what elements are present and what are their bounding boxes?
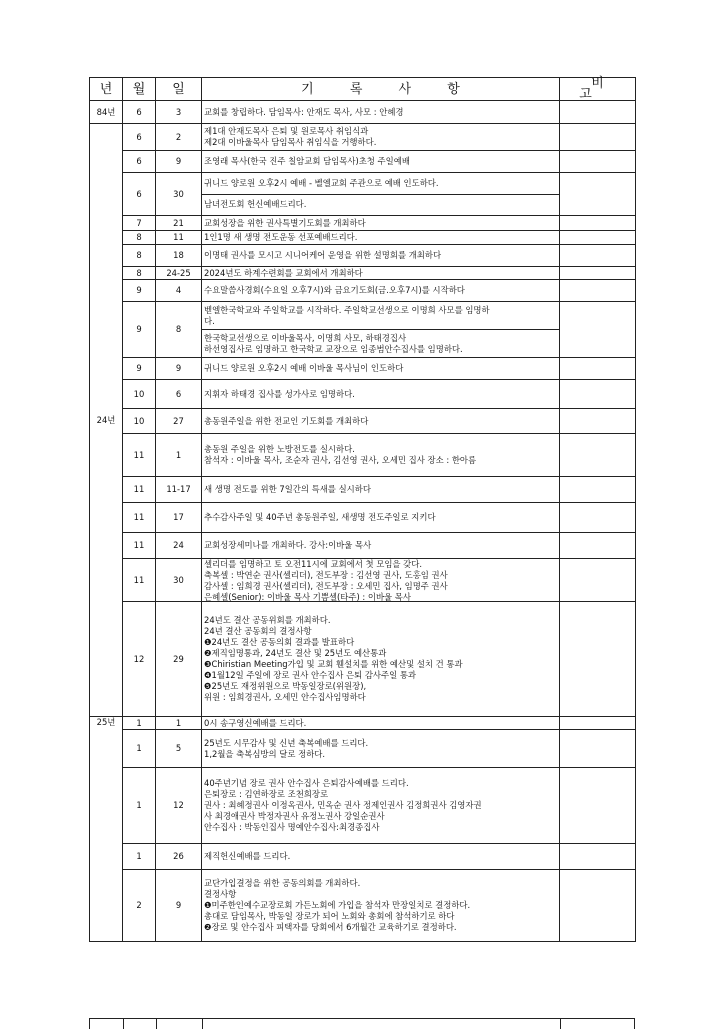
month-cell: 1: [123, 730, 156, 768]
record-section: [202, 267, 559, 279]
record-line: 결정사항: [204, 889, 237, 899]
record-line: 은퇴장로 : 김연하장로 조천희장로: [204, 789, 329, 799]
header-day: 일: [156, 78, 202, 101]
record-cell: [202, 409, 560, 434]
record-line: 교회를 창립하다. 담임목사: 안재도 목사, 사모 : 안혜경: [204, 106, 404, 117]
record-section: [202, 533, 559, 558]
note-cell: [560, 358, 636, 380]
record-line: 24년도 결산 공동위회를 개최하다.: [204, 615, 331, 625]
record-section: [202, 559, 559, 603]
note-cell: [560, 231, 636, 245]
table-row: [90, 358, 636, 380]
month-cell: 8: [123, 245, 156, 267]
note-cell: [560, 302, 636, 358]
record-section: [202, 124, 559, 150]
month-cell: 1: [123, 717, 156, 730]
day-cell: 1: [156, 434, 202, 477]
record-line: 24년 결산 공동회의 결정사항: [204, 626, 312, 636]
record-line: 귀니드 양로원 오후2시 예배 이바울 목사님이 인도하다: [204, 363, 404, 373]
record-cell: [202, 267, 560, 280]
month-cell: 8: [123, 267, 156, 280]
record-cell: [202, 730, 560, 768]
record-line: ❷장로 및 안수집사 피택자를 당회에서 6개월간 교육하기로 결정하다.: [204, 922, 457, 932]
record-line: 제2대 이바울목사 담임목사 취임식을 거행하다.: [204, 137, 377, 147]
day-cell: 2: [156, 124, 202, 151]
day-cell: 18: [156, 245, 202, 267]
record-cell: [202, 870, 560, 942]
header-row: [90, 78, 636, 101]
record-section: [202, 870, 559, 941]
note-cell: [560, 870, 636, 942]
day-cell: 3: [156, 101, 202, 124]
record-line: 제1대 안재도목사 은퇴 및 원로목사 취임식과: [204, 126, 369, 136]
record-line: 0시 송구영신예배를 드리다.: [204, 717, 307, 728]
note-cell: [560, 245, 636, 267]
day-cell: 6: [156, 380, 202, 409]
record-cell: [202, 216, 560, 231]
table-row: [90, 124, 636, 151]
record-cell: [202, 533, 560, 559]
record-line: 2024년도 하계수련회를 교회에서 개최하다: [204, 267, 363, 278]
record-section: [202, 194, 559, 216]
record-line: ❶24년도 결산 공동의회 결과를 발표하다: [204, 637, 355, 647]
note-cell: [560, 602, 636, 717]
table-row: [90, 280, 636, 302]
table-row: [90, 559, 636, 602]
table-row: [90, 267, 636, 280]
month-cell: 11: [123, 533, 156, 559]
year-cell: 84년: [90, 101, 123, 124]
record-line: ❸Chiristian Meeting가입 및 교회 휀설치를 위한 예산및 설치 건 통과: [204, 659, 463, 669]
month-cell: 11: [123, 503, 156, 533]
note-cell: [560, 844, 636, 870]
day-cell: 8: [156, 302, 202, 358]
record-line: 남녀전도회 헌신예배드리다.: [204, 199, 307, 210]
record-section: [202, 151, 559, 172]
note-cell: [560, 434, 636, 477]
record-section: [202, 329, 559, 357]
record-cell: [202, 101, 560, 124]
record-line: 지휘자 하태경 집사를 성가사로 임명하다.: [204, 388, 355, 399]
record-line: 25년도 시무감사 및 신년 축복예배를 드리다.: [204, 737, 369, 748]
day-cell: 17: [156, 503, 202, 533]
record-cell: [202, 231, 560, 245]
table-row: [90, 231, 636, 245]
record-cell: [202, 358, 560, 380]
record-line: 사 최경애권사 박정자권사 유정노권사 강일순권사: [204, 811, 385, 821]
record-cell: [202, 503, 560, 533]
note-cell: [560, 101, 636, 124]
record-line: 권사 : 최혜정권사 이정옥권사, 민옥순 권사 정제인권사 김정희권사 김영자권: [204, 800, 482, 810]
month-cell: 1: [123, 844, 156, 870]
day-cell: 1: [156, 717, 202, 730]
month-cell: 10: [123, 409, 156, 434]
month-cell: 1: [123, 768, 156, 844]
record-section: [202, 768, 559, 843]
record-section: [202, 280, 559, 301]
note-cell: [560, 173, 636, 216]
record-section: [202, 477, 559, 502]
record-section: [202, 358, 559, 379]
record-line: ❶미주한인예수교장로회 가든노회에 가입을 참석자 만장일치로 결정하다.: [204, 900, 471, 910]
table-row: [90, 151, 636, 173]
table-row: [90, 477, 636, 503]
table-row: [90, 844, 636, 870]
record-section: [202, 730, 559, 767]
record-line: 1,2월을 축복심방의 달로 정하다.: [204, 748, 326, 759]
note-cell: [560, 768, 636, 844]
day-cell: 9: [156, 870, 202, 942]
record-section: [202, 380, 559, 408]
header-note: 비 고: [560, 78, 636, 101]
table-row: [90, 216, 636, 231]
record-line: 총대로 담임목사, 박동일 장로가 되어 노회와 총회에 참석하기로 하다: [204, 911, 455, 921]
year-cell: 25년: [90, 717, 123, 942]
record-line: 수요말씀사경회(수요일 오후7시)와 금요기도회(금.오후7시)를 시작하다: [204, 285, 465, 295]
table-row: [90, 101, 636, 124]
note-cell: [560, 124, 636, 151]
day-cell: 27: [156, 409, 202, 434]
record-line: 벧엘한국학교와 주일학교를 시작하다. 주일학교선생으로 이명희 사모를 임명하: [204, 304, 490, 315]
month-cell: 6: [123, 101, 156, 124]
record-line: 교회성장세미나를 개최하다. 강사:이바울 목사: [204, 540, 372, 550]
record-cell: [202, 280, 560, 302]
month-cell: 10: [123, 380, 156, 409]
record-line: ❹1월12일 주일에 장로 권사 안수집사 은퇴 감사주일 통과: [204, 670, 417, 680]
record-section: [202, 302, 559, 329]
record-line: 제직헌신예배를 드리다.: [204, 851, 291, 861]
day-cell: 30: [156, 173, 202, 216]
record-section: [202, 231, 559, 244]
note-cell: [560, 477, 636, 503]
note-cell: [560, 559, 636, 602]
month-cell: 6: [123, 173, 156, 216]
record-line: 교단가입결정을 위한 공동의회를 개최하다.: [204, 878, 361, 888]
header-record: 기 록 사 항: [202, 78, 560, 101]
note-cell: [560, 533, 636, 559]
record-section: [202, 602, 559, 716]
day-cell: 29: [156, 602, 202, 717]
day-cell: 9: [156, 358, 202, 380]
table-row: [90, 768, 636, 844]
month-cell: 7: [123, 216, 156, 231]
month-cell: 6: [123, 151, 156, 173]
note-cell: [560, 380, 636, 409]
record-line: ❷제직임명통과, 24년도 결산 및 25년도 예산통과: [204, 648, 387, 658]
day-cell: 24: [156, 533, 202, 559]
note-cell: [560, 151, 636, 173]
record-section: [202, 844, 559, 869]
record-line: 은혜셀(Senior): 이바울 목사 기쁨셀(타주) : 이바울 목사: [204, 592, 411, 602]
record-cell: [202, 173, 560, 216]
month-cell: 6: [123, 124, 156, 151]
table-row: [90, 245, 636, 267]
record-line: 추수감사주일 및 40주년 총동원주일, 새생명 전도주일로 지키다: [204, 512, 436, 522]
month-cell: 11: [123, 559, 156, 602]
day-cell: 4: [156, 280, 202, 302]
record-cell: [202, 434, 560, 477]
table-row: [90, 717, 636, 730]
table-row: [90, 503, 636, 533]
record-section: [202, 503, 559, 532]
record-cell: [202, 380, 560, 409]
day-cell: 12: [156, 768, 202, 844]
note-cell: [560, 730, 636, 768]
record-line: 참석자 : 이바울 목사, 조순자 권사, 김선영 권사, 오세민 집사 장소 : 한아름: [204, 455, 477, 465]
record-section: [202, 245, 559, 266]
record-line: ❺25년도 재정위원으로 박동일장로(위원장),: [204, 681, 367, 691]
table-row: [90, 380, 636, 409]
record-cell: [202, 602, 560, 717]
table-row: [90, 409, 636, 434]
record-line: 40주년기념 장로 권사 안수집사 은퇴감사예배를 드리다.: [204, 778, 409, 788]
month-cell: 11: [123, 434, 156, 477]
record-cell: [202, 559, 560, 602]
table-row: [90, 730, 636, 768]
record-line: 한국학교선생으로 이바울목사, 이명희 사모, 하태경집사: [204, 332, 407, 343]
day-cell: 21: [156, 216, 202, 231]
record-line: 안수집사 : 박동인집사 명예안수집사:최경종집사: [204, 822, 380, 832]
month-cell: 2: [123, 870, 156, 942]
day-cell: 9: [156, 151, 202, 173]
year-cell: 24년: [90, 124, 123, 717]
month-cell: 9: [123, 302, 156, 358]
record-section: [202, 409, 559, 433]
record-cell: [202, 844, 560, 870]
record-cell: [202, 151, 560, 173]
note-cell: [560, 280, 636, 302]
record-section: [202, 434, 559, 476]
table-row: [90, 434, 636, 477]
month-cell: 9: [123, 358, 156, 380]
record-line: 1인1명 새 생명 전도운동 선포예배드리다.: [204, 232, 358, 242]
note-cell: [560, 503, 636, 533]
record-section: [202, 173, 559, 194]
table-row: [90, 173, 636, 216]
record-line: 하선영집사로 임명하고 한국학교 교장으로 임종범안수집사를 임명하다.: [204, 343, 463, 354]
day-cell: 11-17: [156, 477, 202, 503]
day-cell: 5: [156, 730, 202, 768]
table-row: [90, 533, 636, 559]
header-year: 년: [90, 78, 123, 101]
note-cell: [560, 267, 636, 280]
table-row: [90, 870, 636, 942]
month-cell: 12: [123, 602, 156, 717]
record-line: 셀리더를 임명하고 토 오전11시에 교회에서 첫 모임을 갖다.: [204, 559, 423, 569]
record-line: 총동원 주일을 위한 노방전도를 실시하다.: [204, 444, 355, 454]
day-cell: 24-25: [156, 267, 202, 280]
record-line: 위원 : 임희경권사, 오세민 안수집사임명하다: [204, 692, 366, 702]
table-row: [90, 302, 636, 358]
record-line: 이명태 권사를 모시고 시니어케어 운영을 위한 설명회를 개최하다: [204, 250, 442, 260]
record-line: 감사셀 : 임희경 권사(셀리더), 전도부장 : 오세민 집사, 임명주 권사: [204, 581, 448, 591]
month-cell: 8: [123, 231, 156, 245]
record-line: 귀니드 양로원 오후2시 예배 - 벨엘교회 주관으로 예배 인도하다.: [204, 177, 439, 188]
record-line: 교회성장을 위한 권사특별기도회를 개최하다: [204, 217, 366, 228]
note-cell: [560, 216, 636, 231]
note-cell: [560, 717, 636, 730]
note-cell: [560, 409, 636, 434]
month-cell: 9: [123, 280, 156, 302]
table-row: [90, 602, 636, 717]
record-section: [202, 101, 559, 123]
month-cell: 11: [123, 477, 156, 503]
record-cell: [202, 768, 560, 844]
record-section: [202, 717, 559, 729]
day-cell: 11: [156, 231, 202, 245]
record-cell: [202, 477, 560, 503]
church-history-table: [89, 77, 636, 942]
record-line: 조영래 목사(한국 진주 칠암교회 담임목사)초청 주일예배: [204, 156, 410, 166]
header-month: 월: [123, 78, 156, 101]
record-line: 새 생명 전도를 위한 7일간의 특새를 실시하다: [204, 484, 371, 494]
record-cell: [202, 245, 560, 267]
record-cell: [202, 124, 560, 151]
record-line: 총동원주일을 위한 전교인 기도회를 개최하다: [204, 415, 369, 426]
record-cell: [202, 717, 560, 730]
record-cell: [202, 302, 560, 358]
day-cell: 30: [156, 559, 202, 602]
day-cell: 26: [156, 844, 202, 870]
record-line: 축복셀 : 박연순 권사(셀리더), 전도부장 : 김선영 권사, 도홍임 권사: [204, 570, 448, 580]
record-section: [202, 216, 559, 230]
record-line: 다.: [204, 315, 215, 326]
